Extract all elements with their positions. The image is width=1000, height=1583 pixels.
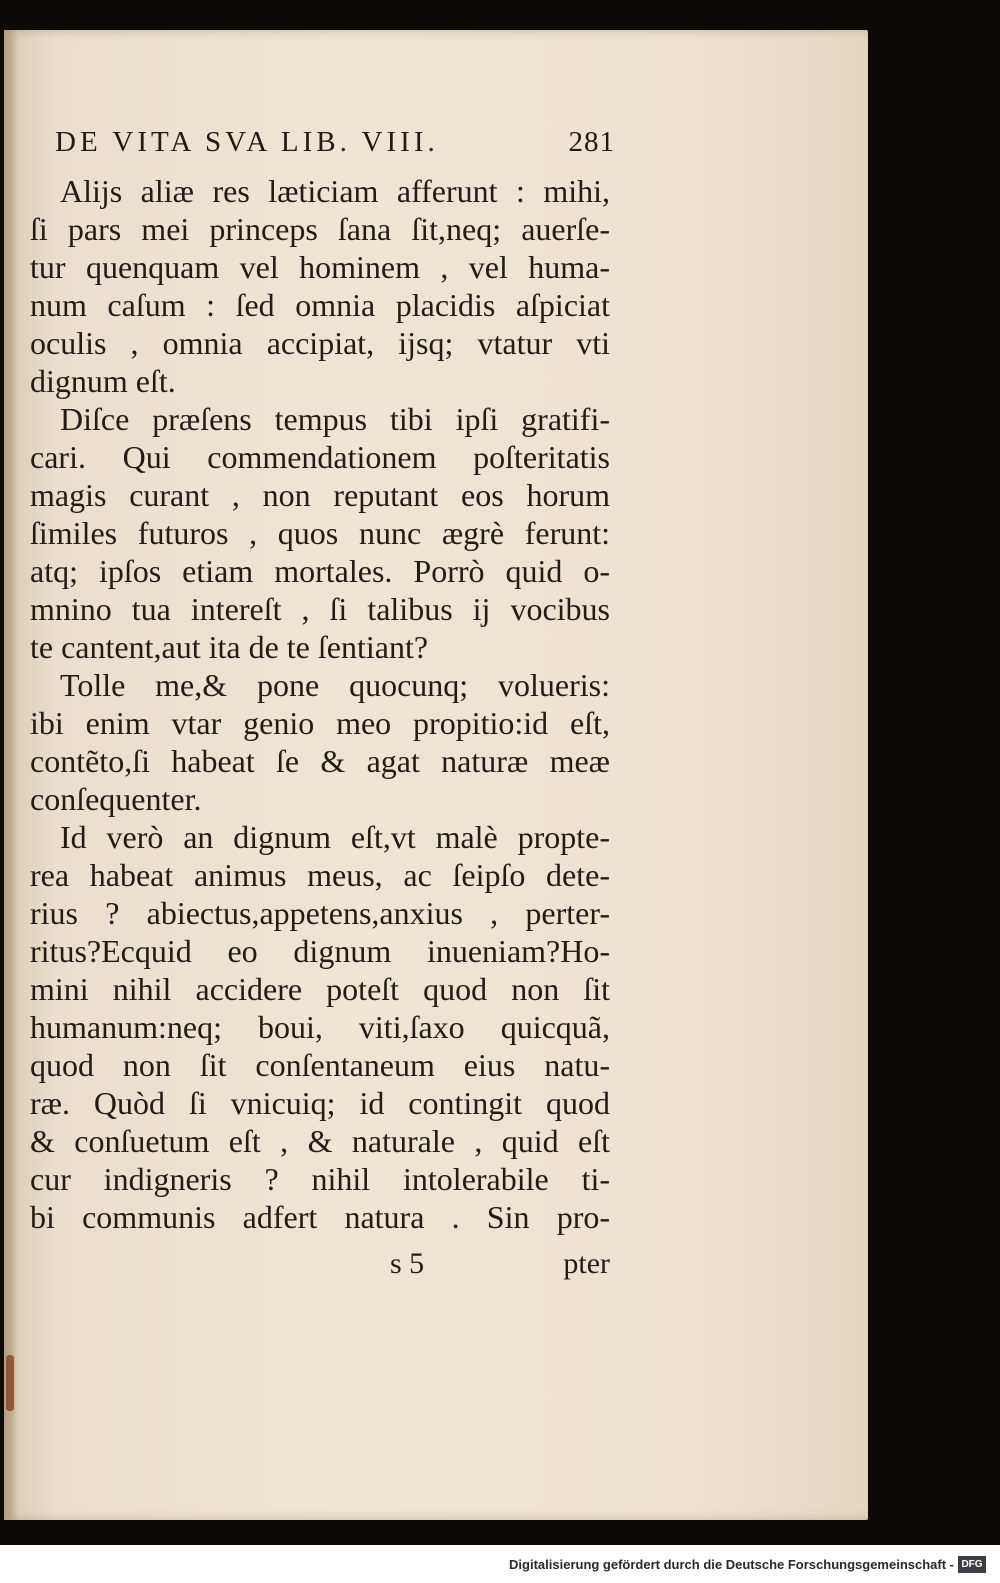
text-line: Id verò an dignum eſt,vt malè propte-	[60, 819, 610, 855]
page-edge-mark	[6, 1355, 14, 1411]
dfg-logo: DFG	[958, 1556, 986, 1573]
text-line: Tolle me,& pone quocunq; volueris:	[60, 667, 610, 703]
text-line: conſequenter.	[30, 781, 202, 817]
text-line: mini nihil accidere poteſt quod non ſit	[30, 971, 610, 1007]
funding-credit: Digitalisierung gefördert durch die Deutsche Forschungsgemeinschaft -	[509, 1557, 954, 1572]
catchword: pter	[563, 1247, 610, 1280]
text-line: ræ. Quòd ſi vnicuiq; id contingit quod	[30, 1085, 610, 1121]
text-line: tur quenquam vel hominem , vel huma-	[30, 249, 610, 285]
text-line: atq; ipſos etiam mortales. Porrò quid o-	[30, 553, 610, 589]
signature-mark: s 5	[390, 1247, 425, 1280]
text-line: ſimiles futuros , quos nunc ægrè ferunt:	[30, 515, 610, 551]
text-line: num caſum : ſed omnia placidis aſpiciat	[30, 287, 610, 323]
text-line: mnino tua intereſt , ſi talibus ij vocibus	[30, 591, 610, 627]
catch-line	[30, 1247, 610, 1287]
text-line: ritus?Ecquid eo dignum inueniam?Ho-	[30, 933, 610, 969]
text-line: rius ? abiectus,appetens,anxius , perter-	[30, 895, 610, 931]
text-line: magis curant , non reputant eos horum	[30, 477, 610, 513]
text-line: bi communis adfert natura . Sin pro-	[30, 1199, 610, 1235]
text-line: Alijs aliæ res læticiam afferunt : mihi,	[60, 173, 610, 209]
text-line: oculis , omnia accipiat, ijsq; vtatur vti	[30, 325, 610, 361]
text-line: cari. Qui commendationem poſteritatis	[30, 439, 610, 475]
text-line: ibi enim vtar genio meo propitio:id eſt,	[30, 705, 610, 741]
text-line: quod non ſit conſentaneum eius natu-	[30, 1047, 610, 1083]
body-text	[30, 172, 610, 1236]
text-line: te cantent,aut ita de te ſentiant?	[30, 629, 429, 665]
text-line: cur indigneris ? nihil intolerabile ti-	[30, 1161, 610, 1197]
footer-bar	[0, 1548, 1000, 1583]
text-line: & conſuetum eſt , & naturale , quid eſt	[30, 1123, 610, 1159]
text-line: contẽto,ſi habeat ſe & agat naturæ meæ	[30, 743, 610, 779]
text-line: rea habeat animus meus, ac ſeipſo dete-	[30, 857, 610, 893]
page-number: 281	[568, 126, 615, 158]
running-head-title: DE VITA SVA LIB. VIII.	[55, 126, 439, 158]
text-line: ſi pars mei princeps ſana ſit,neq; auerſe-	[30, 211, 610, 247]
running-head	[55, 126, 615, 166]
text-line: Diſce præſens tempus tibi ipſi gratifi-	[60, 401, 610, 437]
page-gutter-shadow	[4, 30, 18, 1520]
text-line: dignum eſt.	[30, 363, 176, 399]
text-line: humanum:neq; boui, viti,ſaxo quicquã,	[30, 1009, 610, 1045]
